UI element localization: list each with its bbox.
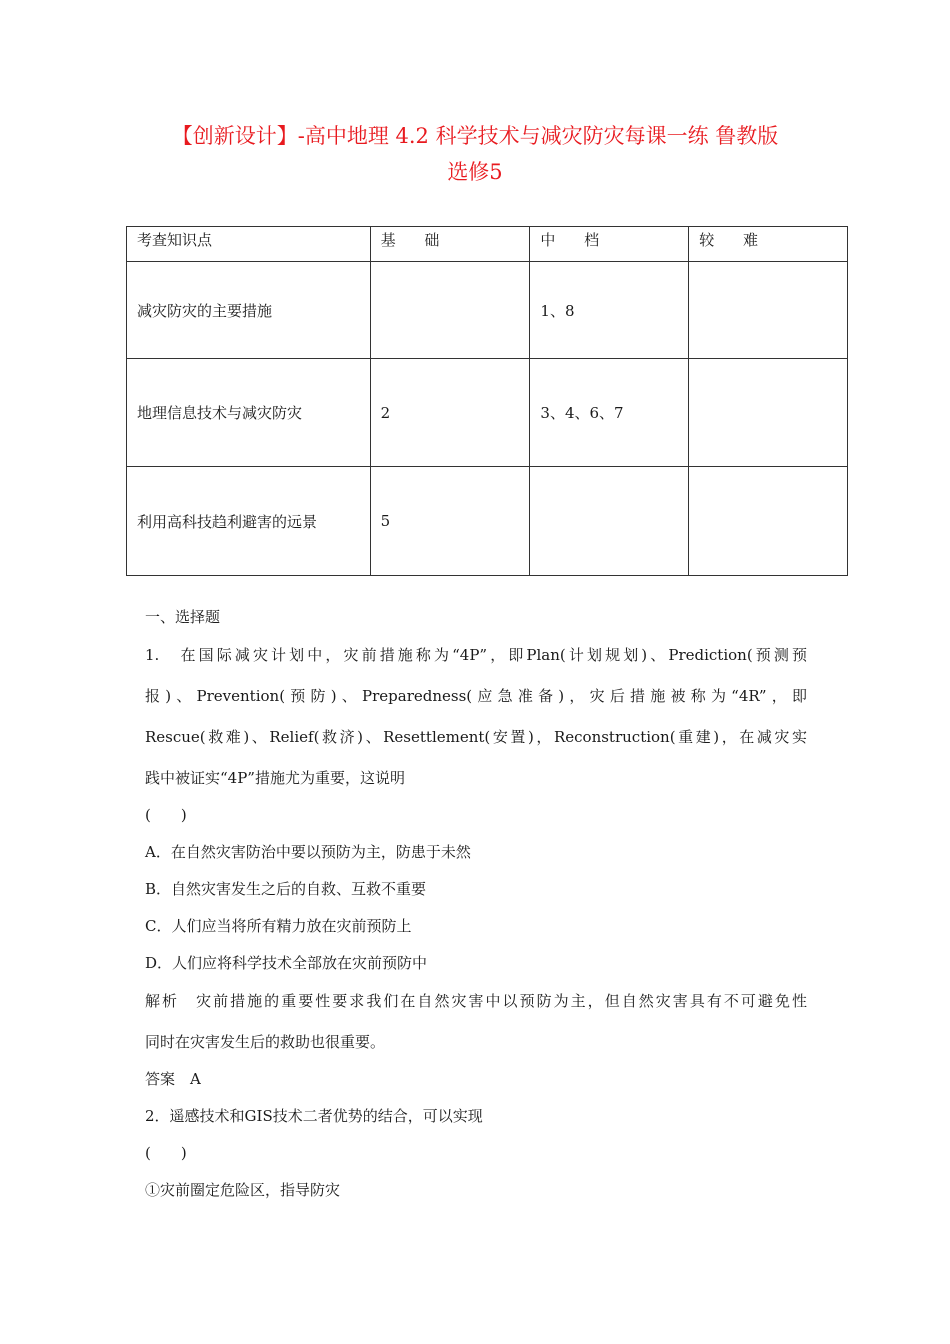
q1-analysis-line: 解析 灾前措施的重要性要求我们在自然灾害中以预防为主，但自然灾害具有不可避免性 bbox=[145, 992, 807, 1010]
table-cell bbox=[689, 359, 848, 467]
table-cell: 2 bbox=[370, 359, 530, 467]
q2-stem: 2．遥感技术和GIS技术二者优势的结合，可以实现 bbox=[145, 1107, 483, 1125]
title-line-2: 选修5 bbox=[447, 160, 503, 184]
table-cell bbox=[370, 262, 530, 359]
header-knowledge-point: 考查知识点 bbox=[127, 227, 371, 262]
q1-option-a: A．在自然灾害防治中要以预防为主，防患于未然 bbox=[145, 843, 471, 861]
table-header-row bbox=[127, 227, 848, 262]
table-cell: 减灾防灾的主要措施 bbox=[127, 262, 371, 359]
q1-option-b: B．自然灾害发生之后的自救、互救不重要 bbox=[145, 880, 427, 898]
header-hard: 较 难 bbox=[689, 227, 848, 262]
title-line-1: 【创新设计】-高中地理 4.2 科学技术与减灾防灾每课一练 鲁教版 bbox=[171, 124, 779, 148]
table-cell bbox=[689, 262, 848, 359]
table-cell: 利用高科技趋利避害的远景 bbox=[127, 467, 371, 576]
header-medium: 中 档 bbox=[530, 227, 689, 262]
q1-option-c: C．人们应当将所有精力放在灾前预防上 bbox=[145, 917, 412, 935]
table-cell bbox=[689, 467, 848, 576]
table-row bbox=[127, 359, 848, 467]
table-cell bbox=[530, 467, 689, 576]
q2-item-1: ①灾前圈定危险区，指导防灾 bbox=[145, 1181, 341, 1199]
table-cell: 地理信息技术与减灾防灾 bbox=[127, 359, 371, 467]
q1-stem-line: Rescue(救难)、Relief(救济)、Resettlement(安置)，Reconstruction(重建)，在减灾实 bbox=[145, 728, 807, 746]
q1-stem-line: 践中被证实“4P”措施尤为重要，这说明 bbox=[145, 769, 405, 787]
table-row bbox=[127, 262, 848, 359]
table-row bbox=[127, 467, 848, 576]
q1-stem-line: 1. 在国际减灾计划中，灾前措施称为“4P”，即Plan(计划规划)、Prediction(预测预 bbox=[145, 646, 807, 664]
section-title: 一、选择题 bbox=[145, 608, 221, 626]
q1-stem-line: 报)、Prevention(预防)、Preparedness(应急准备)，灾后措施被称为“4R”，即 bbox=[145, 687, 807, 705]
header-basic: 基 础 bbox=[370, 227, 530, 262]
table-cell: 5 bbox=[370, 467, 530, 576]
table-cell: 3、4、6、7 bbox=[530, 359, 689, 467]
q1-option-d: D．人们应将科学技术全部放在灾前预防中 bbox=[145, 954, 428, 972]
knowledge-point-table bbox=[126, 226, 848, 576]
q1-answer: 答案 A bbox=[145, 1070, 201, 1088]
q1-bracket: ( ) bbox=[145, 806, 187, 824]
document-title bbox=[100, 118, 850, 190]
q1-analysis-line: 同时在灾害发生后的救助也很重要。 bbox=[145, 1033, 386, 1051]
q2-bracket: ( ) bbox=[145, 1144, 187, 1162]
table-cell: 1、8 bbox=[530, 262, 689, 359]
